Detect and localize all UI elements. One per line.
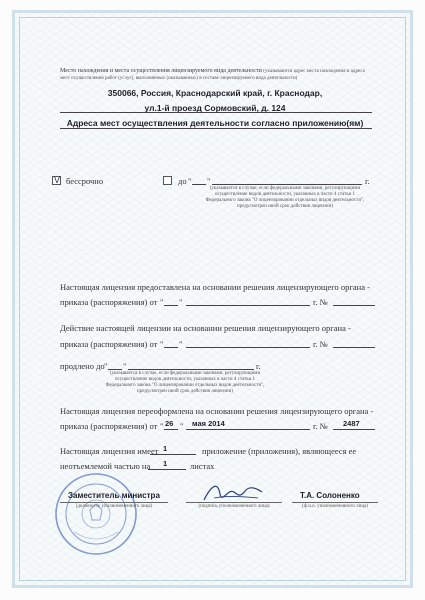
address-underline-3: [60, 128, 372, 129]
signature-note: (подпись уполномоченного лица): [198, 504, 270, 509]
check-mark-icon: V: [54, 175, 61, 185]
name-line: [292, 502, 378, 503]
until-year-suffix: г.: [365, 176, 370, 186]
name-note: (ф.и.о. уполномоченного лица): [302, 504, 368, 509]
term-note: (указывается в случае, если федеральными законами, регулирующими осуществление видов деятельности, указанных в части 4 статьи 1 Федерального закона "О лицензировании отдельных видов деятельности", предусмотрен иной срок действия лицензии): [205, 186, 365, 209]
position-note: (должность уполномоченного лица): [75, 504, 153, 509]
extended-number-label: г. №: [313, 339, 328, 349]
appendix-has-label: Настоящая лицензия имеет: [60, 446, 159, 456]
until-label: до: [178, 176, 187, 186]
extended-order-label: приказа (распоряжения) от: [60, 339, 158, 349]
reissue-quote-close: ": [180, 421, 184, 431]
appendix-sheets: 1: [163, 459, 168, 468]
reissue-text: Настоящая лицензия переоформлена на основании решения лицензирующего органа -: [60, 406, 374, 416]
extended-day-field[interactable]: [164, 347, 178, 348]
issued-date-field[interactable]: [186, 305, 310, 306]
reissue-number: 2487: [343, 419, 360, 428]
issued-number-label: г. №: [313, 297, 328, 307]
reissue-day-line: [164, 429, 178, 430]
until-checkbox[interactable]: [163, 176, 172, 185]
address-underline-2: [60, 112, 372, 113]
until-date-field[interactable]: [212, 184, 362, 185]
reissue-month-year: мая 2014: [192, 419, 225, 428]
prolonged-year-suffix: г.: [256, 361, 261, 371]
issued-text: Настоящая лицензия предоставлена на основании решения лицензирующего органа -: [60, 282, 370, 292]
appendix-count: 1: [163, 444, 168, 453]
prolonged-day-field[interactable]: [108, 369, 122, 370]
reissue-order-label: приказа (распоряжения) от: [60, 421, 158, 431]
appendix-label: приложение (приложения), являющееся ее: [202, 446, 357, 456]
location-label-note: (указываются адрес места нахождения и адреса мест осуществления работ (услуг), выполняемых (оказываемых) в составе лицензируемого вида деятельности): [60, 69, 365, 81]
unlimited-label: бессрочно: [66, 176, 104, 186]
extended-quote-open: ": [160, 339, 164, 349]
issued-quote-close: ": [179, 297, 183, 307]
prolonged-quote-close: ": [123, 361, 127, 371]
reissue-day: 26: [165, 419, 174, 428]
issued-number-field[interactable]: [333, 305, 375, 306]
signer-position: Заместитель министра: [68, 491, 160, 500]
reissue-quote-open: ": [160, 421, 164, 431]
reissue-number-line: [333, 429, 375, 430]
appendix-integral-label: неотъемлемой частью на: [60, 461, 151, 471]
extended-number-field[interactable]: [333, 347, 375, 348]
until-day-field[interactable]: [192, 184, 206, 185]
address-line-1: 350066, Россия, Краснодарский край, г. Краснодар,: [107, 88, 323, 98]
issued-order-label: приказа (распоряжения) от: [60, 297, 158, 307]
prolonged-date-field[interactable]: [128, 369, 254, 370]
address-line-2: ул.1-й проезд Сормовский, д. 124: [144, 103, 286, 113]
extended-date-field[interactable]: [186, 347, 310, 348]
until-quote-close: ": [207, 176, 211, 186]
location-label-text: Место нахождения и места осуществления лицензируемого вида деятельности: [60, 68, 262, 74]
reissue-date-line: [186, 429, 310, 430]
appendix-sheets-label: листах: [190, 461, 215, 471]
signer-name: Т.А. Солоненко: [300, 491, 360, 500]
until-quote-open: ": [188, 176, 192, 186]
address-line-3: Адреса мест осуществления деятельности согласно приложению(ям): [66, 118, 364, 128]
extended-text: Действие настоящей лицензии на основании решения лицензирующего органа -: [60, 323, 351, 333]
appendix-sheets-line: [148, 469, 186, 470]
prolonged-quote-open: ": [104, 361, 108, 371]
signature-line: [186, 502, 282, 503]
appendix-count-line: [150, 454, 196, 455]
prolonged-note: (указывается в случае, если федеральными законами, регулирующими осуществление видов деятельности, указанных в части 4 статьи 1 Федерального закона "О лицензировании отдельных видов деятельности", предусмотрен иной срок действия лицензии): [105, 371, 265, 394]
reissue-number-label: г. №: [313, 421, 328, 431]
issued-day-field[interactable]: [164, 305, 178, 306]
prolonged-label: продлено до: [60, 361, 105, 371]
extended-quote-close: ": [179, 339, 183, 349]
official-stamp: [54, 472, 138, 556]
issued-quote-open: ": [160, 297, 164, 307]
position-line: [60, 502, 168, 503]
unlimited-checkbox[interactable]: [52, 176, 61, 185]
location-label: [60, 68, 370, 82]
